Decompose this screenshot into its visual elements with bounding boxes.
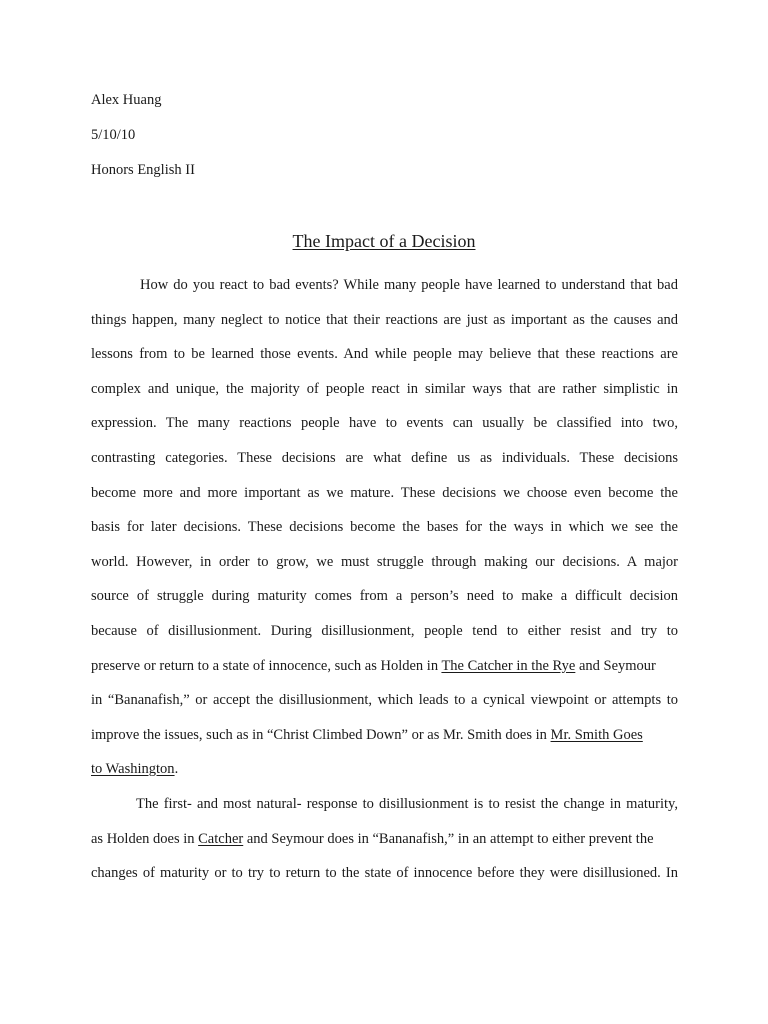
paragraph-line: complex and unique, the majority of people react in similar ways that are rather simplistic in <box>91 381 678 397</box>
text-span: preserve or return to a state of innocence, such as Holden in <box>91 658 442 674</box>
course-name: Honors English II <box>91 162 195 178</box>
book-title-catcher: Catcher <box>198 831 244 847</box>
paragraph-line: become more and more important as we mature. These decisions we choose even become the <box>91 485 678 501</box>
paragraph-line: lessons from to be learned those events. And while people may believe that these reactions are <box>91 346 678 362</box>
paragraph-line <box>91 726 678 744</box>
text-span: improve the issues, such as in “Christ Climbed Down” or as Mr. Smith does in <box>91 727 551 743</box>
paragraph-line: contrasting categories. These decisions are what define us as individuals. These decisions <box>91 450 678 466</box>
book-title-catcher-in-the-rye: The Catcher in the Rye <box>441 658 576 674</box>
text-span: and Seymour does in “Bananafish,” in an attempt to either prevent the <box>243 831 654 847</box>
text-span: and Seymour <box>575 658 656 674</box>
paragraph-line: changes of maturity or to try to return to the state of innocence before they were disillusioned. In <box>91 865 678 881</box>
paragraph-line: source of struggle during maturity comes from a person’s need to make a difficult decision <box>91 588 678 604</box>
text-span: as Holden does in <box>91 831 199 847</box>
essay-title: The Impact of a Decision <box>292 231 476 251</box>
paragraph-line: world. However, in order to grow, we must struggle through making our decisions. A major <box>91 554 678 570</box>
paragraph-line: How do you react to bad events? While many people have learned to understand that bad <box>140 277 678 293</box>
paragraph-line: things happen, many neglect to notice that their reactions are just as important as the causes and <box>91 312 678 328</box>
paragraph-line: because of disillusionment. During disillusionment, people tend to either resist and try to <box>91 623 678 639</box>
paragraph-line <box>91 830 678 848</box>
paragraph-line <box>91 760 678 778</box>
paragraph-line <box>91 657 678 675</box>
paragraph-line: basis for later decisions. These decisions become the bases for the ways in which we see the <box>91 519 678 535</box>
paragraph-line: The first- and most natural- response to disillusionment is to resist the change in maturity, <box>136 796 678 812</box>
film-title-mr-smith: Mr. Smith Goes <box>550 727 643 743</box>
text-span: . <box>174 761 179 777</box>
author-name: Alex Huang <box>91 92 162 108</box>
film-title-to-washington: to Washington <box>91 761 175 777</box>
paragraph-line: in “Bananafish,” or accept the disillusionment, which leads to a cynical viewpoint or attempts to <box>91 692 678 708</box>
date: 5/10/10 <box>91 127 136 143</box>
paragraph-line: expression. The many reactions people have to events can usually be classified into two, <box>91 415 678 431</box>
